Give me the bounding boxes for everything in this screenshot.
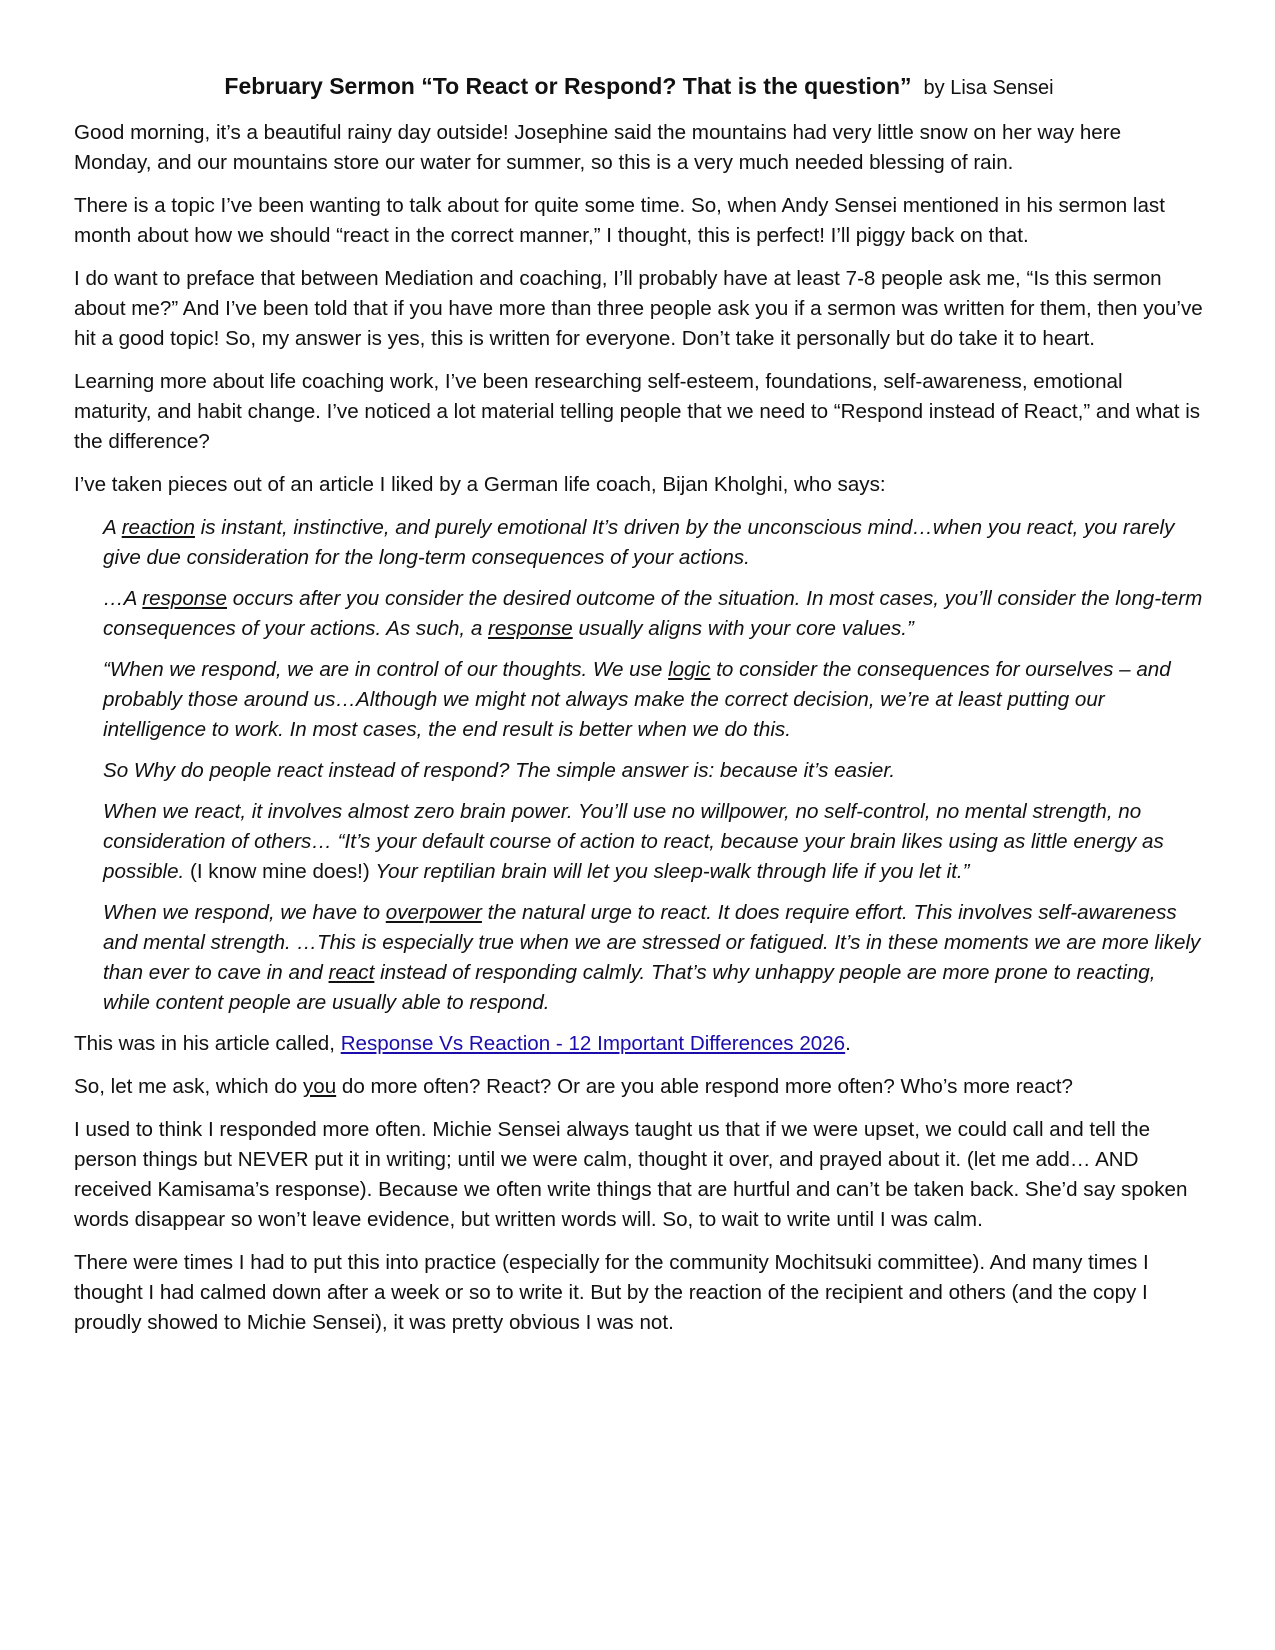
paragraph-1: Good morning, it’s a beautiful rainy day outside! Josephine said the mountains had very little snow on her way here Monday, and our mountains store our water for summer, so this is a very much needed blessing of rain. <box>74 121 1122 174</box>
paragraph-6 <box>74 1029 1204 1059</box>
paragraph-5: I’ve taken pieces out of an article I liked by a German life coach, Bijan Kholghi, who says: <box>74 473 886 496</box>
byline: by Lisa Sensei <box>923 77 1054 99</box>
paragraph-2: There is a topic I’ve been wanting to talk about for quite some time. So, when Andy Sensei mentioned in his sermon last month about how we should “react in the correct manner,” I thought, this is perfect! I’ll piggy back on that. <box>74 194 1165 247</box>
sermon-title: February Sermon “To React or Respond? That is the question” <box>224 73 912 99</box>
quote-6-underlined-react: react <box>328 961 375 984</box>
paragraph-4: Learning more about life coaching work, I’ve been researching self-esteem, foundations, self-awareness, emotional maturity, and habit change. I’ve noticed a lot material telling people that we need to “Respond instead of React,” and what is the difference? <box>74 370 1201 453</box>
quote-2-underlined-response-2: response <box>488 617 573 640</box>
quote-6-text-a: When we respond, we have to <box>103 901 386 924</box>
quote-2-text-b: occurs after you consider the desired outcome of the situation. In most cases, you’ll consider the long-term consequences of your actions. As such, a <box>103 587 1203 640</box>
document-page <box>74 70 1204 1351</box>
quote-3-text-a: “When we respond, we are in control of our thoughts. We use <box>103 658 669 681</box>
paragraph-7-text-a: So, let me ask, which do <box>74 1075 303 1098</box>
quote-5-text-b: Your reptilian brain will let you sleep-walk through life if you let it.” <box>375 860 970 883</box>
paragraph-6-text-b: . <box>845 1032 851 1055</box>
quote-3 <box>103 655 1204 745</box>
quote-6-underlined-overpower: overpower <box>385 901 482 924</box>
quote-2 <box>103 584 1204 644</box>
quote-1-text-a: A <box>103 516 122 539</box>
paragraph-7-text-b: do more often? React? Or are you able respond more often? Who’s more react? <box>336 1075 1073 1098</box>
quote-5-text-a: When we react, it involves almost zero brain power. You’ll use no willpower, no self-control, no mental strength, no consideration of others… “It’s your default course of action to react, because your brain likes using as little energy as possible. <box>103 800 1164 883</box>
quote-5 <box>103 797 1204 887</box>
paragraph-7-underlined-you: you <box>302 1075 337 1098</box>
paragraph-3: I do want to preface that between Mediation and coaching, I’ll probably have at least 7-8 people ask me, “Is this sermon about me?” And I’ve been told that if you have more than three people ask you if a sermon was written for them, then you’ve hit a good topic! So, my answer is yes, this is written for everyone. Don’t take it personally but do take it to heart. <box>74 267 1203 350</box>
paragraph-6-text-a: This was in his article called, <box>74 1032 341 1055</box>
paragraph-9: There were times I had to put this into practice (especially for the community Mochitsuki committee). And many times I thought I had calmed down after a week or so to write it. But by the reaction of the recipient and others (and the copy I proudly showed to Michie Sensei), it was pretty obvious I was not. <box>74 1251 1149 1334</box>
paragraph-7 <box>74 1072 1204 1102</box>
quote-1-text-b: is instant, instinctive, and purely emotional It’s driven by the unconscious mind…when you react, you rarely give due consideration for the long-term consequences of your actions. <box>103 516 1175 569</box>
article-link[interactable]: Response Vs Reaction - 12 Important Differences 2026 <box>340 1032 846 1055</box>
quote-3-underlined-logic: logic <box>668 658 711 681</box>
document-title <box>74 70 1204 104</box>
paragraph-8: I used to think I responded more often. Michie Sensei always taught us that if we were upset, we could call and tell the person things but NEVER put it in writing; until we were calm, thought it over, and prayed about it. (let me add… AND received Kamisama’s response). Because we often write things that are hurtful and can’t be taken back. She’d say spoken words disappear so won’t leave evidence, but written words will. So, to wait to write until I was calm. <box>74 1118 1188 1231</box>
quote-4: So Why do people react instead of respond? The simple answer is: because it’s easier. <box>103 759 896 782</box>
quote-5-aside: (I know mine does!) <box>184 860 376 883</box>
quote-3-text-b: to consider the consequences for ourselves – and probably those around us…Although we might not always make the correct decision, we’re at least putting our intelligence to work. In most cases, the end result is better when we do this. <box>103 658 1171 741</box>
quote-1 <box>103 513 1204 573</box>
quote-2-text-c: usually aligns with your core values.” <box>572 617 914 640</box>
quote-6-text-b: the natural urge to react. It does require effort. This involves self-awareness and mental strength. …This is especially true when we are stressed or fatigued. It’s in these moments we are more likely than ever to cave in and <box>103 901 1201 984</box>
quote-2-underlined-response: response <box>142 587 228 610</box>
quote-6 <box>103 898 1204 1018</box>
quote-2-text-a: …A <box>103 587 143 610</box>
quote-6-text-c: instead of responding calmly. That’s why unhappy people are more prone to reacting, while content people are usually able to respond. <box>103 961 1156 1014</box>
quote-1-underlined-reaction: reaction <box>121 516 195 539</box>
